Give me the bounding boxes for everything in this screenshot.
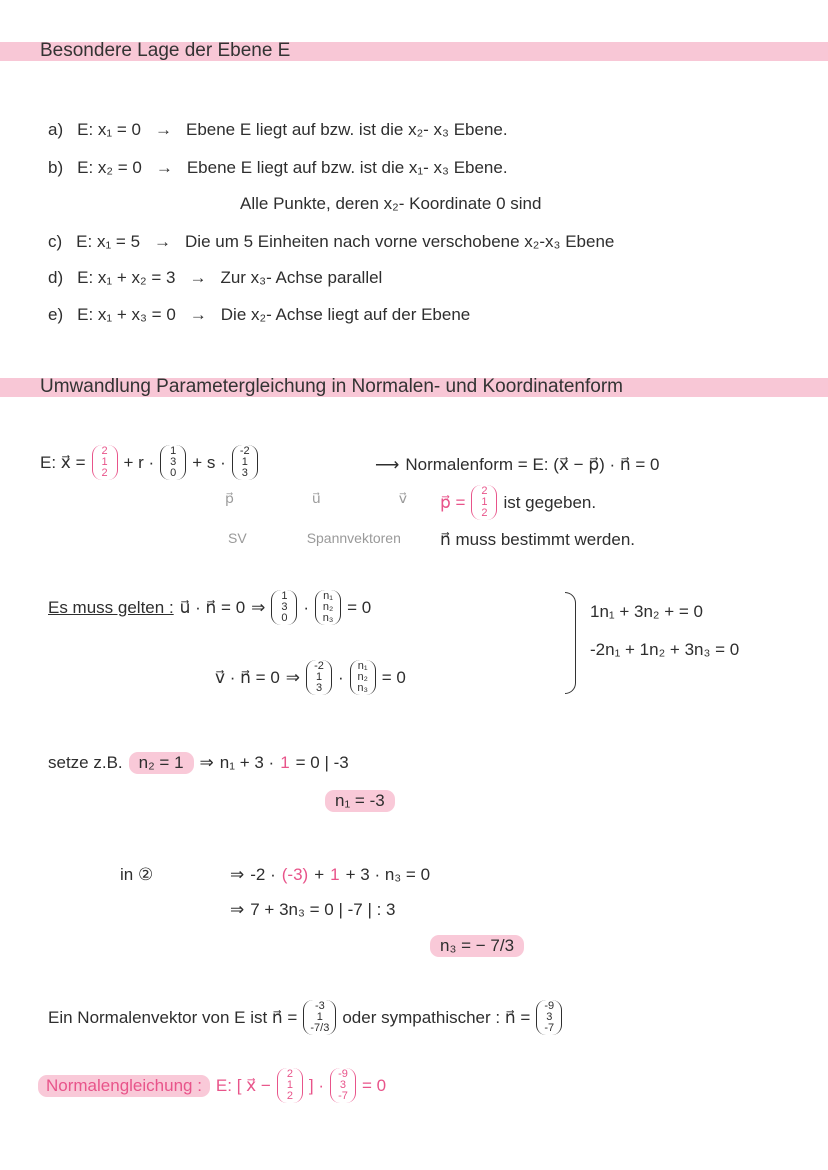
text: in ② — [120, 865, 154, 884]
case-b-note — [240, 194, 541, 214]
annotation: v⃗ — [398, 490, 408, 506]
text: E: x₁ = 0 — [77, 120, 141, 139]
text: E: x₂ = 0 — [77, 158, 142, 177]
text: u⃗ · n⃗ = 0 — [179, 597, 246, 617]
vector-component: 1 — [281, 590, 288, 602]
column-vector — [303, 1000, 336, 1035]
vector-component: 3 — [339, 1079, 347, 1091]
highlighted-text: ] · — [308, 1075, 324, 1095]
vector-component: n₁ — [323, 590, 334, 602]
vector-component: 2 — [481, 485, 488, 497]
vector-component: 2 — [101, 445, 108, 457]
n-required — [440, 530, 635, 550]
vector-component: 1 — [286, 1079, 293, 1091]
annotation: Spannvektoren — [306, 530, 401, 546]
highlighted-text: = 0 — [361, 1075, 387, 1095]
text: + — [314, 865, 325, 884]
normal-vector — [48, 1000, 562, 1035]
annotation: u⃗ — [311, 490, 321, 506]
vector-component: 1 — [241, 456, 248, 468]
text: ⇒ — [285, 667, 301, 687]
column-vector — [536, 1000, 562, 1035]
highlighted-text: 1 — [280, 753, 290, 772]
column-vector — [315, 590, 341, 625]
vector-labels — [225, 490, 407, 507]
vector-component: 0 — [170, 467, 177, 479]
vector-roles — [228, 530, 401, 546]
n3-result — [430, 935, 524, 957]
case-c — [48, 232, 614, 252]
highlighted-text: (-3) — [281, 865, 309, 884]
column-vector — [471, 485, 497, 520]
column-vector — [350, 660, 376, 695]
text: E: x₁ + x₂ = 3 — [77, 268, 176, 287]
vector-component: 2 — [286, 1068, 293, 1080]
text: Ebene E liegt auf bzw. ist die x₂- x₃ Ebene. — [185, 120, 508, 139]
vector-component: 3 — [546, 1011, 553, 1023]
text: -2 · — [250, 865, 276, 884]
highlighted-text: E: [ x⃗ − — [215, 1075, 271, 1095]
text: n⃗ muss bestimmt werden. — [440, 530, 635, 549]
text: Ein Normalenvektor von E ist n⃗ = — [48, 1007, 298, 1027]
text: Zur x₃- Achse parallel — [220, 268, 383, 287]
vector-component: 3 — [281, 601, 288, 613]
section-title-1: Besondere Lage der Ebene E — [40, 40, 291, 61]
case-b — [48, 158, 508, 178]
text: Alle Punkte, deren x₂- Koordinate 0 sind — [240, 194, 542, 213]
condition-2 — [215, 660, 406, 695]
highlighted-text: 1 — [330, 865, 340, 884]
text: · — [303, 597, 310, 617]
case-e — [48, 305, 470, 325]
case-a — [48, 120, 508, 140]
vector-component: -9 — [338, 1068, 348, 1080]
text: → — [189, 305, 207, 324]
text: 1n₁ + 3n₂ + = 0 — [590, 602, 704, 621]
section-title-2: Umwandlung Parametergleichung in Normalen- und Koordinatenform — [40, 376, 623, 397]
text: 7 + 3n₃ = 0 | -7 | : 3 — [250, 900, 396, 919]
vector-component: 3 — [315, 682, 323, 694]
column-vector — [232, 445, 258, 480]
column-vector — [330, 1068, 356, 1103]
column-vector — [160, 445, 186, 480]
text: → — [189, 268, 207, 287]
text: oder sympathischer : n⃗ = — [342, 1007, 531, 1027]
vector-component: 1 — [315, 671, 323, 683]
text: Die x₂- Achse liegt auf der Ebene — [220, 305, 471, 324]
text: · — [338, 667, 344, 687]
vector-component: 3 — [170, 456, 177, 468]
parameter-equation — [40, 445, 258, 480]
system-eq-2 — [590, 640, 739, 660]
text: d) — [48, 268, 64, 287]
vector-component: n₃ — [322, 612, 334, 624]
text: ⇒ — [230, 900, 245, 919]
vector-component: -7 — [338, 1090, 348, 1102]
text: E: x₁ + x₃ = 0 — [77, 305, 176, 324]
vector-component: -2 — [239, 445, 250, 457]
vector-component: n₃ — [357, 682, 368, 694]
column-vector — [271, 590, 297, 625]
vector-component: -3 — [314, 1000, 325, 1012]
normal-equation — [38, 1068, 386, 1103]
text: a) — [48, 120, 64, 139]
label-badge: Normalengleichung : — [38, 1075, 210, 1097]
text: + r · — [123, 452, 155, 472]
text: ⇒ — [251, 597, 266, 617]
text: n₁ + 3 · — [219, 753, 275, 772]
vector-component: -2 — [314, 660, 324, 672]
vector-component: 1 — [316, 1011, 323, 1023]
set-n2 — [48, 752, 349, 774]
vector-component: 1 — [481, 496, 488, 508]
subst-2 — [230, 900, 395, 920]
vector-component: -9 — [544, 1000, 555, 1012]
vector-component: 2 — [101, 467, 108, 479]
text: → — [154, 232, 172, 251]
highlighted-result: n₁ = -3 — [325, 790, 395, 812]
vector-component: 1 — [101, 456, 108, 468]
vector-component: -7 — [544, 1022, 555, 1034]
text: = 0 — [381, 667, 406, 687]
vector-component: -7/3 — [310, 1022, 330, 1034]
in-2 — [120, 865, 153, 885]
text: E: x⃗ = — [40, 452, 86, 472]
vector-component: 0 — [281, 612, 288, 624]
subst-1 — [230, 865, 430, 885]
highlighted-text: p⃗ = — [440, 492, 466, 512]
p-given — [440, 485, 596, 520]
case-d — [48, 268, 382, 288]
system-eq-1 — [590, 602, 703, 622]
vector-component: n₂ — [322, 601, 334, 613]
vector-component: n₂ — [357, 671, 368, 683]
text: -2n₁ + 1n₂ + 3n₃ = 0 — [590, 640, 740, 659]
text: Ebene E liegt auf bzw. ist die x₁- x₃ Ebene. — [186, 158, 508, 177]
column-vector — [306, 660, 332, 695]
vector-component: 1 — [170, 445, 177, 457]
condition-1 — [48, 590, 371, 625]
text: ⇒ — [230, 865, 245, 884]
annotation: SV — [228, 530, 247, 546]
underlined-label: Es muss gelten : — [48, 597, 174, 617]
normal-form — [375, 455, 660, 475]
vector-component: 2 — [286, 1090, 293, 1102]
text: + s · — [192, 452, 226, 472]
text: → — [154, 120, 172, 139]
system-brace — [565, 592, 576, 694]
text: ⟶ — [375, 455, 400, 474]
text: e) — [48, 305, 64, 324]
n1-result — [325, 790, 395, 812]
column-vector — [277, 1068, 303, 1103]
text: = 0 | -3 — [295, 753, 349, 772]
text: + 3 · n₃ = 0 — [345, 865, 431, 884]
text: b) — [48, 158, 64, 177]
text: Normalenform = E: (x⃗ − p⃗) · n⃗ = 0 — [405, 455, 660, 474]
text: → — [155, 158, 173, 177]
annotation: p⃗ — [225, 490, 234, 506]
text: ⇒ — [199, 753, 214, 772]
vector-component: n₁ — [357, 660, 368, 672]
text: ist gegeben. — [503, 492, 597, 512]
text: v⃗ · n⃗ = 0 — [215, 667, 280, 687]
text: = 0 — [347, 597, 372, 617]
vector-component: 2 — [481, 507, 488, 519]
text: Die um 5 Einheiten nach vorne verschobene x₂-x₃ Ebene — [185, 232, 615, 251]
text: c) — [48, 232, 63, 251]
column-vector — [92, 445, 118, 480]
text: setze z.B. — [48, 753, 123, 772]
text: E: x₁ = 5 — [76, 232, 141, 251]
vector-component: 3 — [241, 467, 248, 479]
highlighted-result: n₂ = 1 — [129, 752, 194, 774]
highlighted-result: n₃ = − 7/3 — [430, 935, 524, 957]
